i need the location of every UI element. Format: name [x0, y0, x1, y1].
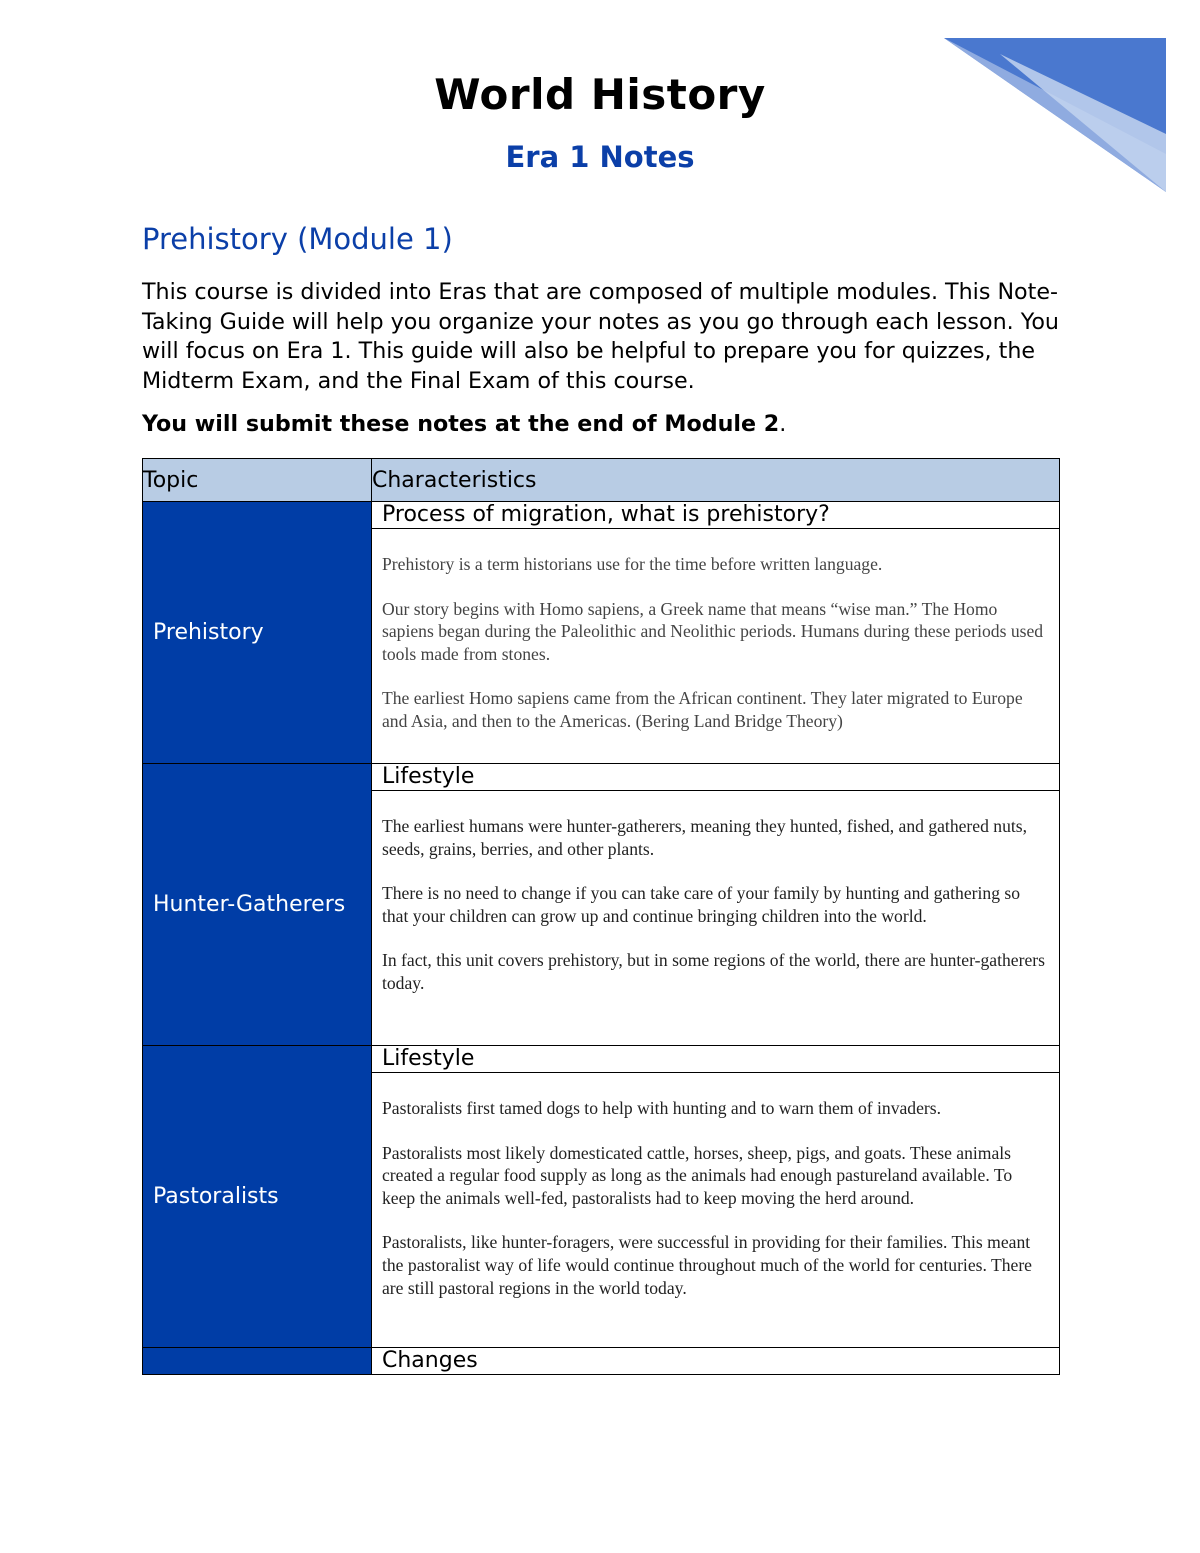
submit-note-bold: You will submit these notes at the end of Module 2 — [142, 411, 780, 437]
notes-paragraph: Pastoralists most likely domesticated cattle, horses, sheep, pigs, and goats. These animals created a regular food supply as long as the animals had enough pastureland available. To keep the animals well-fed, pastoralists had to keep moving the herd around. — [382, 1142, 1013, 1208]
notes-paragraph: Our story begins with Homo sapiens, a Greek name that means “wise man.” The Homo sapiens began during the Paleolithic and Neolithic periods. Humans during these periods used tools made from stones. — [382, 598, 1044, 664]
subheading-cell: Changes — [372, 1348, 1060, 1375]
table-row — [143, 502, 1060, 529]
header-topic: Topic — [143, 459, 372, 502]
submit-note-end: . — [779, 411, 787, 437]
notes-paragraph: Pastoralists first tamed dogs to help with hunting and to warn them of invaders. — [382, 1098, 942, 1118]
topic-cell-empty — [143, 1348, 372, 1375]
subheading-cell: Lifestyle — [372, 764, 1060, 791]
intro-paragraph: This course is divided into Eras that are composed of multiple modules. This Note-Taking Guide will help you organize your notes as you go through each lesson. You will focus on Era 1. This guide will also be helpful to prepare you for quizzes, the Midterm Exam, and the Final Exam of this course. — [142, 279, 1059, 394]
submit-note — [142, 411, 786, 437]
subheading-cell: Lifestyle — [372, 1046, 1060, 1073]
table-row — [143, 1348, 1060, 1375]
section-heading: Prehistory (Module 1) — [142, 222, 453, 256]
topic-cell-prehistory: Prehistory — [143, 502, 372, 764]
header-characteristics: Characteristics — [372, 459, 1060, 502]
subheading-cell: Process of migration, what is prehistory? — [372, 502, 1060, 529]
notes-paragraph: The earliest humans were hunter-gatherers, meaning they hunted, fished, and gathered nuts, seeds, grains, berries, and other plants. — [382, 816, 1028, 859]
notes-paragraph: In fact, this unit covers prehistory, but in some regions of the world, there are hunter-gatherers today. — [382, 950, 1045, 993]
table-row — [143, 1046, 1060, 1073]
notes-cell-prehistory[interactable] — [372, 529, 1060, 764]
notes-paragraph: The earliest Homo sapiens came from the African continent. They later migrated to Europe and Asia, and then to the Americas. (Bering Land Bridge Theory) — [382, 688, 1023, 731]
notes-cell-pastoralists[interactable] — [372, 1073, 1060, 1348]
document-title: World History — [434, 70, 766, 119]
topic-cell-hunter-gatherers: Hunter-Gatherers — [143, 764, 372, 1046]
table-row — [143, 764, 1060, 791]
table-header-row — [143, 459, 1060, 502]
notes-cell-hunter-gatherers[interactable] — [372, 791, 1060, 1046]
notes-paragraph: Pastoralists, like hunter-foragers, were successful in providing for their families. This meant the pastoralist way of life would continue throughout much of the world for centuries. There are still pastoral regions in the world today. — [382, 1232, 1032, 1298]
topic-cell-pastoralists: Pastoralists — [143, 1046, 372, 1348]
notes-paragraph: There is no need to change if you can take care of your family by hunting and gathering so that your children can grow up and continue bringing children into the world. — [382, 883, 1021, 926]
notes-table — [142, 458, 1060, 1375]
notes-paragraph: Prehistory is a term historians use for the time before written language. — [382, 554, 883, 574]
document-subtitle: Era 1 Notes — [505, 140, 695, 174]
